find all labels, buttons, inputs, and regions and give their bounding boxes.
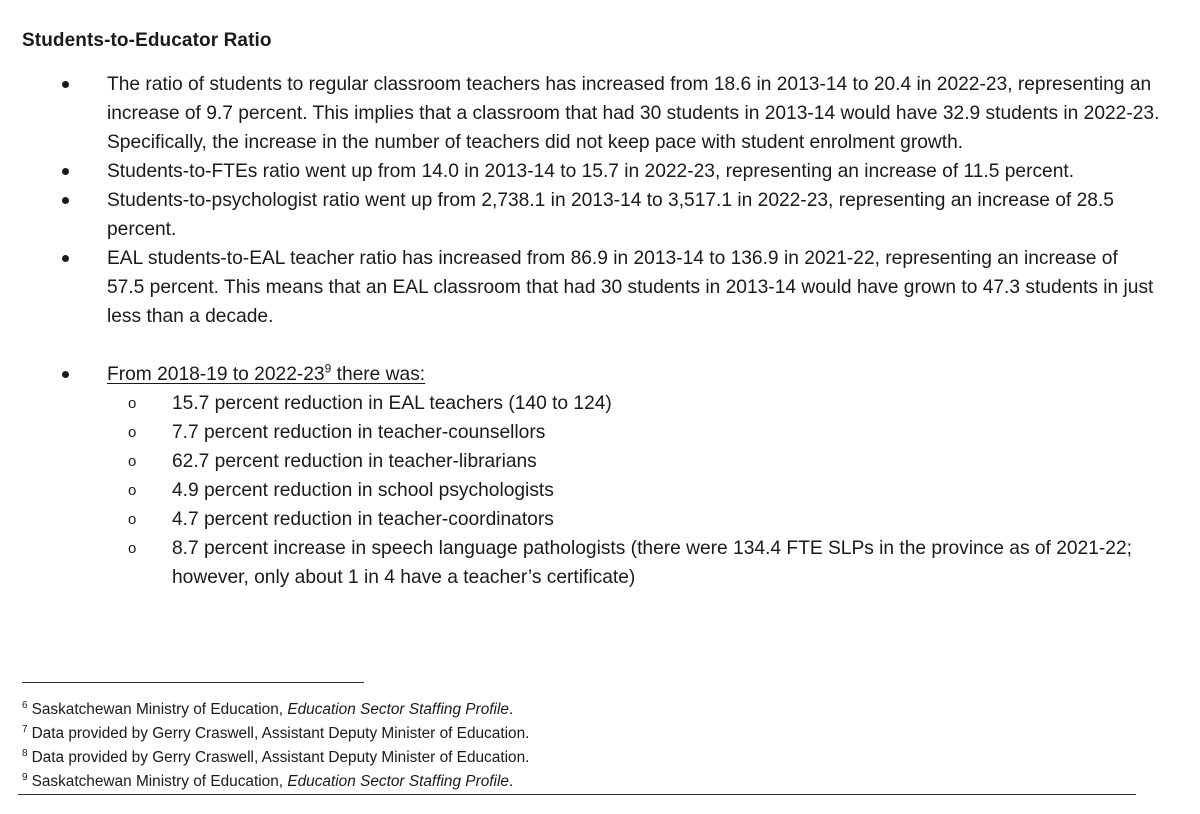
footnote-ref-9: 9 xyxy=(324,361,332,376)
bullet-classroom-teacher-ratio xyxy=(0,70,1200,157)
intro-lead: From 2018-19 to 2022-23 xyxy=(107,364,325,385)
footnote-text: Data provided by Gerry Craswell, Assistant Deputy Minister of Education. xyxy=(31,725,530,742)
bullet-staffing-changes xyxy=(0,360,1200,592)
footnote-9 xyxy=(22,770,529,794)
bullet-text: Students-to-FTEs ratio went up from 14.0 in 2013-14 to 15.7 in 2022-23, representing an increase of 11.5 percent. xyxy=(107,161,1075,182)
sub-item-librarians xyxy=(107,447,1160,476)
bullet-marker xyxy=(62,371,69,378)
sub-item-text: 4.7 percent reduction in teacher-coordinators xyxy=(172,509,554,530)
sub-item-slps xyxy=(107,534,1160,592)
bullet-marker xyxy=(62,197,69,204)
sub-marker: o xyxy=(128,482,137,499)
footnote-6 xyxy=(22,698,529,722)
sub-item-text: 15.7 percent reduction in EAL teachers (140 to 124) xyxy=(172,393,612,414)
footnote-text: Saskatchewan Ministry of Education, xyxy=(31,773,288,790)
sub-item-text: 7.7 percent reduction in teacher-counsellors xyxy=(172,422,546,443)
page-bottom-rule xyxy=(18,794,1136,795)
sub-item-psychologists xyxy=(107,476,1160,505)
bullet-text: EAL students-to-EAL teacher ratio has increased from 86.9 in 2013-14 to 136.9 in 2021-22, representing an increase of 57.5 percent. This means that an EAL classroom that had 30 students in 2013-14 would have grown to 47.3 students in just less than a decade. xyxy=(107,248,1154,327)
footnote-source-title: Education Sector Staffing Profile xyxy=(287,773,509,790)
staffing-changes-intro xyxy=(107,361,426,385)
footnote-source-title: Education Sector Staffing Profile xyxy=(287,701,509,718)
sub-marker: o xyxy=(128,424,137,441)
staffing-change-list xyxy=(107,389,1160,592)
ratio-bullet-list xyxy=(0,70,1200,592)
sub-marker: o xyxy=(128,511,137,528)
footnote-number: 6 xyxy=(22,699,28,711)
sub-item-text: 62.7 percent reduction in teacher-librarians xyxy=(172,451,537,472)
bullet-psychologist-ratio xyxy=(0,186,1200,244)
footnote-8 xyxy=(22,746,529,770)
footnote-separator xyxy=(22,682,364,683)
bullet-marker xyxy=(62,81,69,88)
sub-marker: o xyxy=(128,395,137,412)
sub-marker: o xyxy=(128,453,137,470)
bullet-marker xyxy=(62,255,69,262)
intro-tail: there was: xyxy=(331,364,426,385)
footnote-number: 8 xyxy=(22,747,28,759)
footnote-text: Saskatchewan Ministry of Education, xyxy=(31,701,288,718)
bullet-text: Students-to-psychologist ratio went up from 2,738.1 in 2013-14 to 3,517.1 in 2022-23, representing an increase of 28.5 percent. xyxy=(107,190,1114,240)
footnote-list xyxy=(22,698,529,794)
footnote-text: Data provided by Gerry Craswell, Assistant Deputy Minister of Education. xyxy=(31,749,530,766)
bullet-text: The ratio of students to regular classroom teachers has increased from 18.6 in 2013-14 to 20.4 in 2022-23, representing an increase of 9.7 percent. This implies that a classroom that had 30 students in 2013-14 would have 32.9 students in 2022-23. Specifically, the increase in the number of teachers did not keep pace with student enrolment growth. xyxy=(107,74,1160,153)
sub-item-eal-teachers xyxy=(107,389,1160,418)
sub-item-counsellors xyxy=(107,418,1160,447)
footnote-end: . xyxy=(508,773,514,790)
bullet-fte-ratio xyxy=(0,157,1200,186)
sub-item-text: 8.7 percent increase in speech language pathologists (there were 134.4 FTE SLPs in the province as of 2021-22; however, only about 1 in 4 have a teacher’s certificate) xyxy=(172,538,1132,588)
bullet-eal-ratio xyxy=(0,244,1200,331)
sub-item-text: 4.9 percent reduction in school psychologists xyxy=(172,480,554,501)
bullet-marker xyxy=(62,168,69,175)
sub-item-coordinators xyxy=(107,505,1160,534)
footnote-end: . xyxy=(508,701,514,718)
footnote-number: 7 xyxy=(22,723,28,735)
footnote-7 xyxy=(22,722,529,746)
section-heading: Students-to-Educator Ratio xyxy=(22,30,272,51)
sub-marker: o xyxy=(128,540,137,557)
footnote-number: 9 xyxy=(22,771,28,783)
